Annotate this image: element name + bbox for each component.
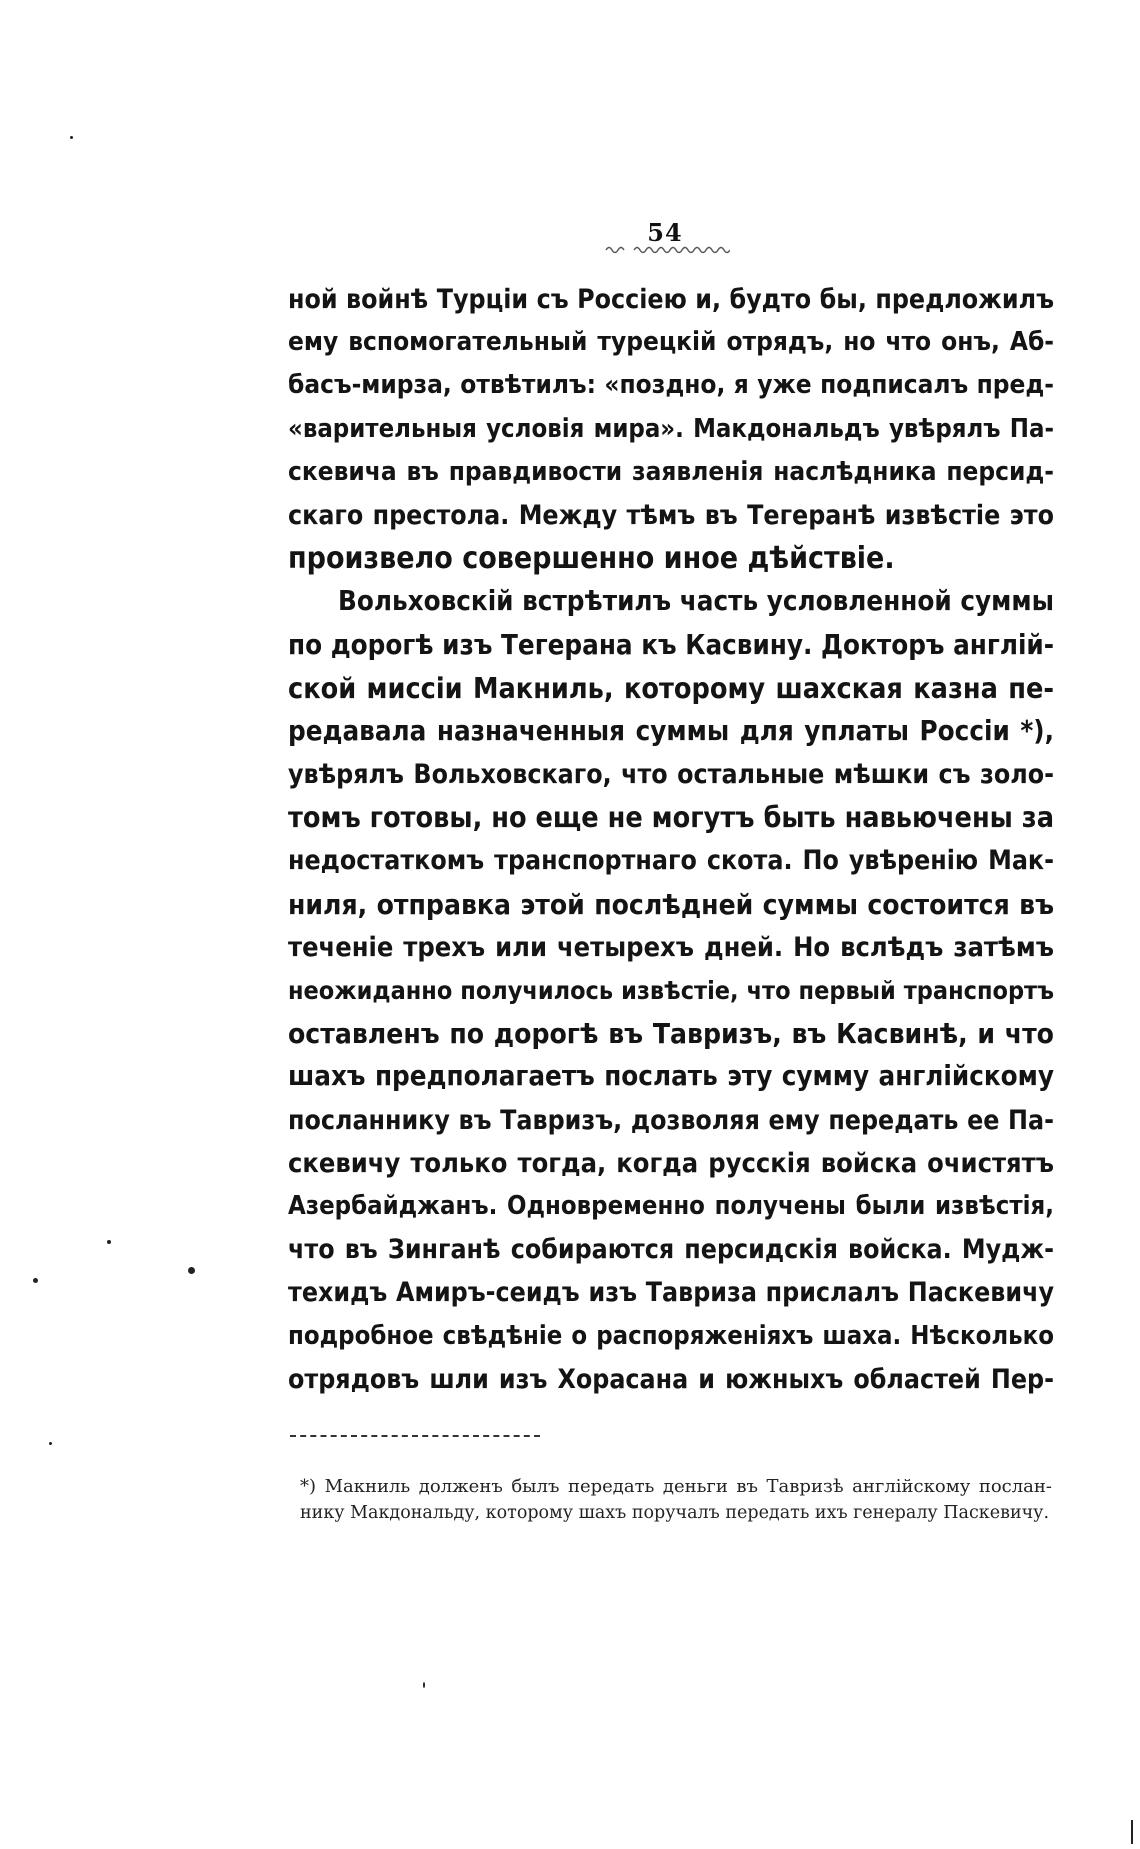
text-line: увѣрялъ Вольховскаго, что остальные мѣшки съ золо- (288, 759, 1054, 791)
scan-speck (188, 1267, 195, 1274)
text-line: ниля, отправка этой послѣдней суммы состоится въ (288, 887, 1054, 921)
text-line: теченіе трехъ или четырехъ дней. Но вслѣдъ затѣмъ (288, 931, 1054, 963)
footnote (300, 1474, 1052, 1526)
text-line: шахъ предполагаетъ послать эту сумму англійскому (288, 1060, 1054, 1093)
text-line: ной войнѣ Турціи съ Россіею и, будто бы, предложилъ (288, 284, 1054, 315)
main-text (288, 278, 1054, 1401)
text-line: что въ Зинганѣ собираются персидскія войска. Мудж- (288, 1234, 1054, 1266)
text-line: оставленъ по дорогѣ въ Тавризъ, въ Касвинѣ, и что (288, 1017, 1054, 1051)
paragraph-first-line: Вольховскій встрѣтилъ часть условленной суммы (338, 585, 1054, 618)
scan-speck (423, 1682, 425, 1688)
text-line: неожиданно получилось извѣстіе, что первый транспортъ (288, 976, 1054, 1005)
text-line: произвело совершенно иное дѣйствіе. (288, 541, 895, 577)
text-line: техидъ Амиръ-сеидъ изъ Тавриза прислалъ Паскевичу (288, 1277, 1054, 1309)
footnote-line: нику Макдональду, которому шахъ поручалъ передать ихъ генералу Паскевичу. (300, 1503, 1050, 1523)
text-line: ему вспомогательный турецкій отрядъ, но что онъ, Аб- (288, 327, 1054, 358)
page-number: 54 (647, 218, 683, 247)
text-line: редавала назначенныя суммы для уплаты Россіи *), (288, 714, 1054, 747)
text-line: недостаткомъ транспортнаго скота. По увѣренію Мак- (288, 845, 1054, 877)
text-line: скевичу только тогда, когда русскія войска очистятъ (288, 1147, 1054, 1179)
text-line: отрядовъ шли изъ Хорасана и южныхъ областей Пер- (288, 1363, 1054, 1395)
text-line: басъ-мирза, отвѣтилъ: «поздно, я уже подписалъ пред- (288, 370, 1054, 401)
scan-speck (70, 136, 73, 139)
footnote-line: *) Макниль долженъ былъ передать деньги въ Тавризѣ англійскому послан- (300, 1476, 1052, 1497)
text-line: «варительныя условія мира». Макдональдъ увѣрялъ Па- (288, 413, 1054, 444)
text-line: скаго престола. Между тѣмъ въ Тегеранѣ извѣстіе это (288, 499, 1054, 531)
text-line: томъ готовы, но еще не могутъ быть навьючены за (288, 801, 1054, 835)
text-line: Азербайджанъ. Одновременно получены были извѣстія, (288, 1190, 1054, 1221)
scan-speck (49, 1442, 52, 1445)
text-line: ской миссіи Макниль, которому шахская казна пе- (288, 671, 1054, 705)
scan-speck (33, 1278, 38, 1283)
text-line: посланнику въ Тавризъ, дозволяя ему передать ее Па- (288, 1104, 1054, 1136)
text-line: скевича въ правдивости заявленія наслѣдника персид- (288, 456, 1054, 487)
text-line: по дорогѣ изъ Тегерана къ Касвину. Докторъ англій- (288, 628, 1055, 661)
page-number-ornament (604, 242, 730, 254)
footnote-separator (290, 1435, 540, 1437)
scan-speck (107, 1240, 111, 1244)
text-line: подробное свѣдѣніе о распоряженіяхъ шаха. Нѣсколько (288, 1320, 1054, 1351)
scan-speck (1131, 1820, 1133, 1844)
